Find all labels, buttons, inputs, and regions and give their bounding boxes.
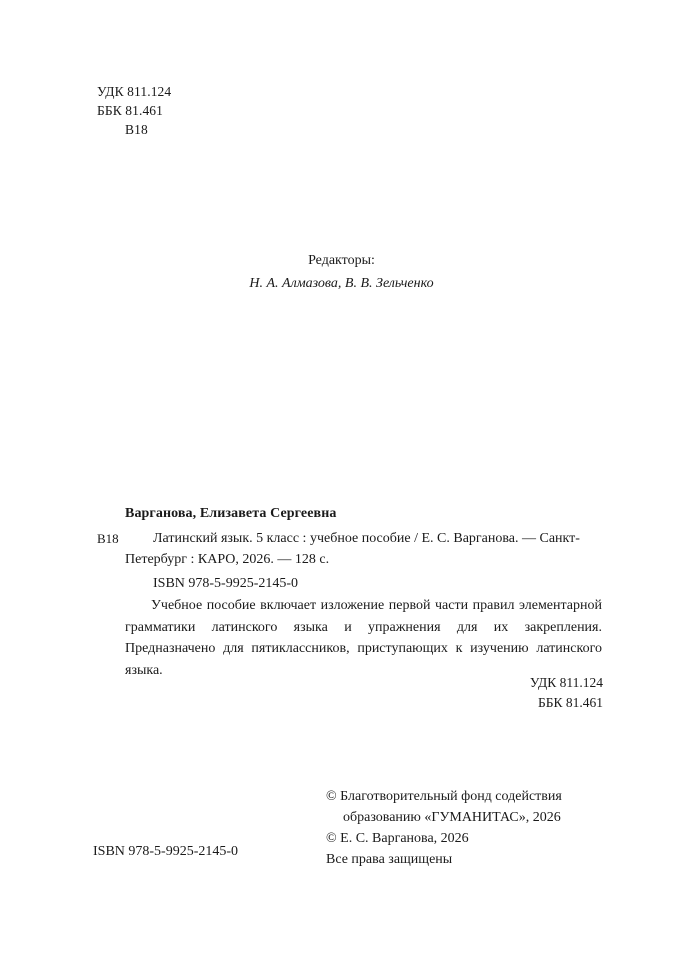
biblio-description-text: Латинский язык. 5 класс : учебное пособие / Е. С. Варганова. — Санкт-Петербург : КАРО, 2026. — 128 с. xyxy=(125,530,580,567)
rights-reserved-text: Все права защищены xyxy=(326,852,453,867)
bbk-code-top: ББК 81.461 xyxy=(97,103,164,118)
udc-code-top: УДК 811.124 xyxy=(97,84,172,99)
shelf-mark-top: В18 xyxy=(125,122,148,137)
copyright-line-fund: © Благотворительный фонд содействия xyxy=(326,789,562,804)
udc-code-repeat: УДК 811.124 xyxy=(529,675,603,690)
editors-block xyxy=(0,249,683,295)
author-name: Варганова, Елизавета Сергеевна xyxy=(125,506,337,521)
editors-names: Н. А. Алмазова, В. В. Зельченко xyxy=(249,276,434,291)
classification-codes-top xyxy=(97,82,171,139)
isbn-bottom: ISBN 978-5-9925-2145-0 xyxy=(93,844,239,859)
isbn-record: ISBN 978-5-9925-2145-0 xyxy=(153,575,299,591)
bbk-code-repeat: ББК 81.461 xyxy=(537,695,603,710)
copyright-line-author: © Е. С. Варганова, 2026 xyxy=(326,831,469,846)
editors-heading: Редакторы: xyxy=(308,253,375,268)
bibliographic-record xyxy=(97,503,602,594)
copyright-line-fund-continued: образованию «ГУМАНИТАС», 2026 xyxy=(343,810,561,825)
shelf-mark-record: В18 xyxy=(97,530,119,546)
biblio-description xyxy=(97,528,602,571)
annotation-text: Учебное пособие включает изложение первой части правил элементарной грамматики латинского языка и упражнения для их закрепления. Предназначено для пятиклассников, приступающих к изучению латинского языка. xyxy=(125,598,602,678)
classification-codes-repeat xyxy=(530,673,603,713)
copyright-block xyxy=(326,786,562,870)
